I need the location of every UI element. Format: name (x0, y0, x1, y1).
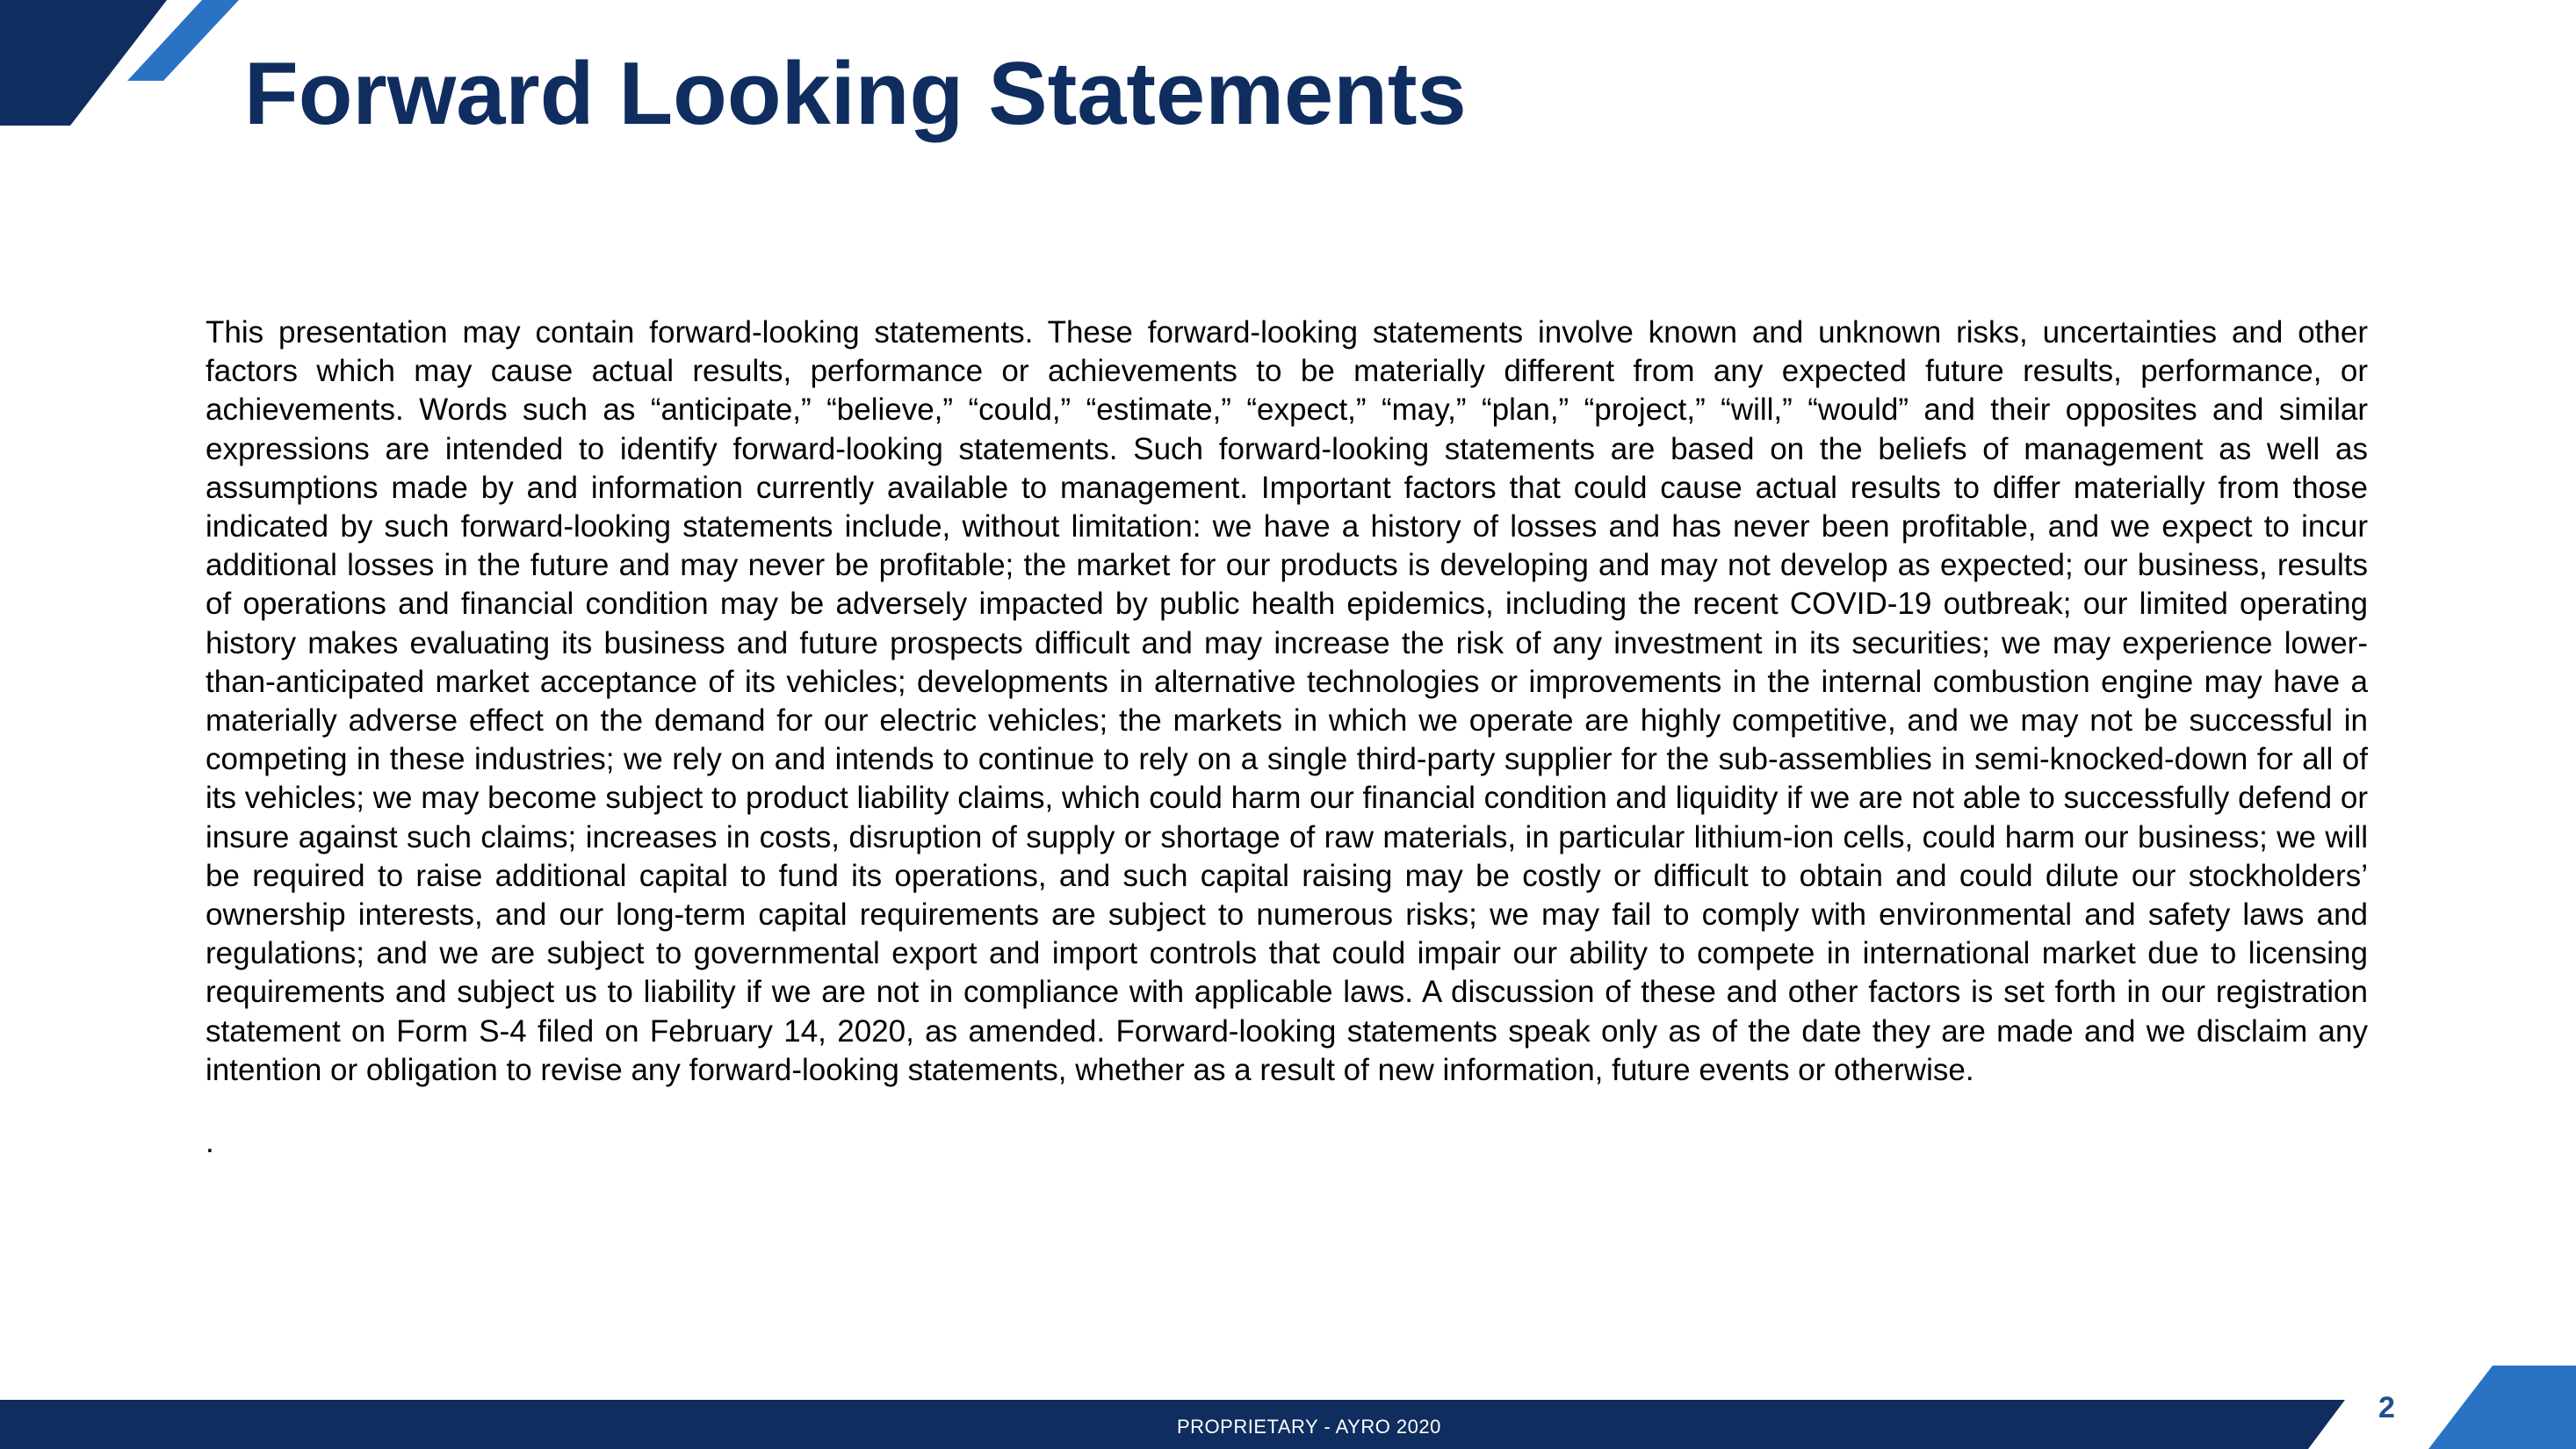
page-title: Forward Looking Statements (244, 45, 1467, 143)
page-number: 2 (2378, 1391, 2395, 1424)
trailing-mark: . (206, 1125, 214, 1159)
disclaimer-paragraph: This presentation may contain forward-looking statements. These forward-looking statements involve known and unknown risks, uncertainties and other factors which may cause actual results, performance or achievements to be materially different from any expected future results, performance, or achievements. Words such as “anticipate,” “believe,” “could,” “estimate,” “expect,” “may,” “plan,” “project,” “will,” “would” and their opposites and similar expressions are intended to identify forward-looking statements. Such forward-looking statements are based on the beliefs of management as well as assumptions made by and information currently available to management. Important factors that could cause actual results to differ materially from those indicated by such forward-looking statements include, without limitation: we have a history of losses and has never been profitable, and we expect to incur additional losses in the future and may never be profitable; the market for our products is developing and may not develop as expected; our business, results of operations and financial condition may be adversely impacted by public health epidemics, including the recent COVID-19 outbreak; our limited operating history makes evaluating its business and future prospects difficult and may increase the risk of any investment in its securities; we may experience lower-than-anticipated market acceptance of its vehicles; developments in alternative technologies or improvements in the internal combustion engine may have a materially adverse effect on the demand for our electric vehicles; the markets in which we operate are highly competitive, and we may not be successful in competing in these industries; we rely on and intends to continue to rely on a single third-party supplier for the sub-assemblies in semi-knocked-down for all of its vehicles; we may become subject to product liability claims, which could harm our financial condition and liquidity if we are not able to successfully defend or insure against such claims; increases in costs, disruption of supply or shortage of raw materials, in particular lithium-ion cells, could harm our business; we will be required to raise additional capital to fund its operations, and such capital raising may be costly or difficult to obtain and could dilute our stockholders’ ownership interests, and our long-term capital requirements are subject to numerous risks; we may fail to comply with environmental and safety laws and regulations; and we are subject to governmental export and import controls that could impair our ability to compete in international market due to licensing requirements and subject us to liability if we are not in compliance with applicable laws. A discussion of these and other factors is set forth in our registration statement on Form S-4 filed on February 14, 2020, as amended. Forward-looking statements speak only as of the date they are made and we disclaim any intention or obligation to revise any forward-looking statements, whether as a result of new information, future events or otherwise. (206, 315, 2368, 1087)
corner-navy-shape (0, 0, 167, 126)
corner-decoration (0, 0, 246, 127)
footer-accent-shape (2428, 1366, 2576, 1449)
footer-navy-bar (0, 1400, 2345, 1449)
footer-label: PROPRIETARY - AYRO 2020 (1177, 1416, 1441, 1438)
